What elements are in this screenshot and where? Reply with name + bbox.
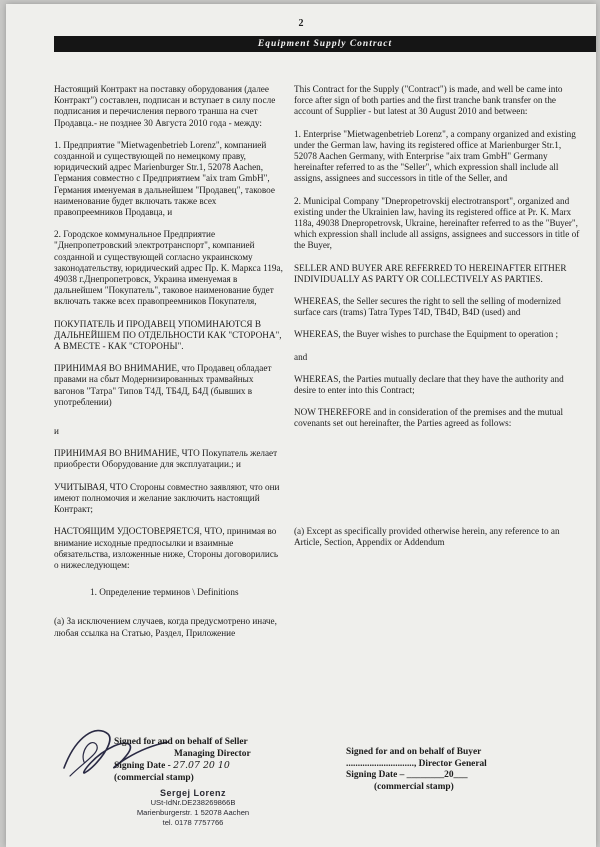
en-definition-a: (a) Except as specifically provided otherwise herein, any reference to an Article, Section, Appendix or Addendum	[294, 525, 560, 547]
seller-date-value: 27.07 20 10	[173, 760, 230, 771]
buyer-signing-date: Signing Date – ________20___	[346, 770, 468, 780]
ru-whereas-seller: ПРИНИМАЯ ВО ВНИМАНИЕ, что Продавец обладает правами на сбыт Модернизированных трамвайных вагонов "Татра" Типов Т4Д, ТБ4Д, Б4Д (бывших в употреблении)	[54, 363, 272, 407]
stamp-phone: tel. 0178 7757766	[162, 818, 224, 827]
buyer-signature-block	[346, 747, 556, 793]
definitions-heading: 1. Определение терминов \ Definitions	[90, 587, 239, 598]
russian-column	[54, 84, 284, 650]
en-parties-clause: SELLER AND BUYER ARE REFERRED TO HEREINAFTER EITHER INDIVIDUALLY AS PARTY OR COLLECTIVELY AS PARTIES.	[294, 262, 567, 284]
document-page	[6, 4, 596, 847]
buyer-title: ............................., Director General	[346, 758, 487, 769]
en-whereas-buyer: WHEREAS, the Buyer wishes to purchase the Equipment to operation ;	[294, 329, 559, 340]
stamp-vat: USt-IdNr.DE238269866B	[150, 798, 236, 807]
ru-parties-clause: ПОКУПАТЕЛЬ И ПРОДАВЕЦ УПОМИНАЮТСЯ В ДАЛЬНЕЙШЕМ ПО ОТДЕЛЬНОСТИ КАК "СТОРОНА", А ВМЕСТЕ - КАК "СТОРОНЫ".	[54, 318, 282, 352]
page-number: 2	[298, 18, 304, 29]
en-and: and	[294, 351, 308, 362]
seller-stamp-note: (commercial stamp)	[114, 772, 194, 783]
en-whereas-parties: WHEREAS, the Parties mutually declare that they have the authority and desire to enter into this Contract;	[294, 373, 564, 396]
en-now-therefore: NOW THEREFORE and in consideration of the premises and the mutual covenants set out hereinafter, the Parties agreed as follows:	[294, 407, 564, 429]
ru-now-therefore: НАСТОЯЩИМ УДОСТОВЕРЯЕТСЯ, ЧТО, принимая во внимание исходные предпосылки и взаимные обязательства, изложенные ниже, Стороны договорились о нижеследующем:	[54, 526, 279, 570]
en-seller-clause: 1. Enterprise "Mietwagenbetrieb Lorenz", a company organized and existing under the German law, having its registered office at Marienburger Str.1, 52078 Aachen Germany, with Enterprise "aix tram GmbH" Germany hereinafter referred to as the "Seller", which expression shall include all assigns, assignees and successors in title of the Seller, and	[294, 128, 576, 184]
ru-definition-a: (а) За исключением случаев, когда предусмотрено иначе, любая ссылка на Статью, Раздел, Приложение	[54, 616, 277, 638]
buyer-stamp-note: (commercial stamp)	[374, 781, 454, 792]
english-column	[294, 84, 580, 559]
ru-considering: УЧИТЫВАЯ, ЧТО Стороны совместно заявляют, что они имеют полномочия и желание заключить настоящий Контракт;	[54, 481, 280, 515]
contract-header-bar: Equipment Supply Contract	[54, 36, 596, 52]
en-whereas-seller: WHEREAS, the Seller secures the right to sell the selling of modernized surface cars (trams) Tatra Types T4D, TB4D, B4D (used) and	[294, 296, 561, 318]
en-preamble: This Contract for the Supply ("Contract") is made, and well be came into force after sign of both parties and the first tranche bank transfer on the account of Supplier - but latest at 30 August 2010 and between:	[294, 84, 563, 117]
ru-buyer-clause: 2. Городское коммунальное Предприятие "Днепропетровский электротранспорт", компанией созданной и существующей согласно украинскому законодательству, юридический адрес Пр. К. Маркса 119а, 49038 г.Днепропетровск, Украина именуемая в дальнейшем "Покупатель", таковое наименование будет включать также всех правопреемников Покупателя,	[54, 229, 283, 307]
seller-signing-date	[114, 760, 344, 773]
ru-seller-clause: 1. Предприятие "Mietwagenbetrieb Lorenz", компанией созданной и существующей по немецкому праву, юридический адрес Marienburger Str.1, 52078 Aachen, Германия совместно с Предприятием "aix tram GmbH", Германия именуемая в дальнейшем "Продавец", таковое наименование будет включать также всех правопреемников Продавца, и	[54, 139, 275, 218]
stamp-name: Sergej Lorenz	[159, 788, 226, 798]
seller-date-label: Signing Date -	[114, 761, 171, 771]
en-buyer-clause: 2. Municipal Company "Dnepropetrovskij electrotransport", organized and existing under the Ukrainien law, having its registered office at Pr. K. Marx 118a, 49038 Dnepropetrovsk, Ukraine, hereinafter referred to as the "Buyer", which expression shall include all assigns, assignees and successors in title of the Buyer,	[294, 195, 580, 251]
seller-signature-block	[114, 737, 344, 784]
ru-and: и	[54, 426, 59, 437]
ru-whereas-buyer: ПРИНИМАЯ ВО ВНИМАНИЕ, ЧТО Покупатель желает приобрести Оборудование для эксплуатации.; и	[54, 448, 278, 470]
company-stamp	[128, 788, 258, 828]
seller-title: Managing Director	[174, 748, 251, 759]
ru-preamble: Настоящий Контракт на поставку оборудования (далее Контракт") составлен, подписан и вступает в силу после подписания и перечисления первого транша на счет Продавца.- не позднее 30 Августа 2010 года - между:	[54, 84, 276, 128]
stamp-address: Marienburgerstr. 1 52078 Aachen	[136, 808, 250, 817]
buyer-signed-label: Signed for and on behalf of Buyer	[346, 747, 482, 757]
seller-signed-label: Signed for and on behalf of Seller	[114, 737, 248, 747]
